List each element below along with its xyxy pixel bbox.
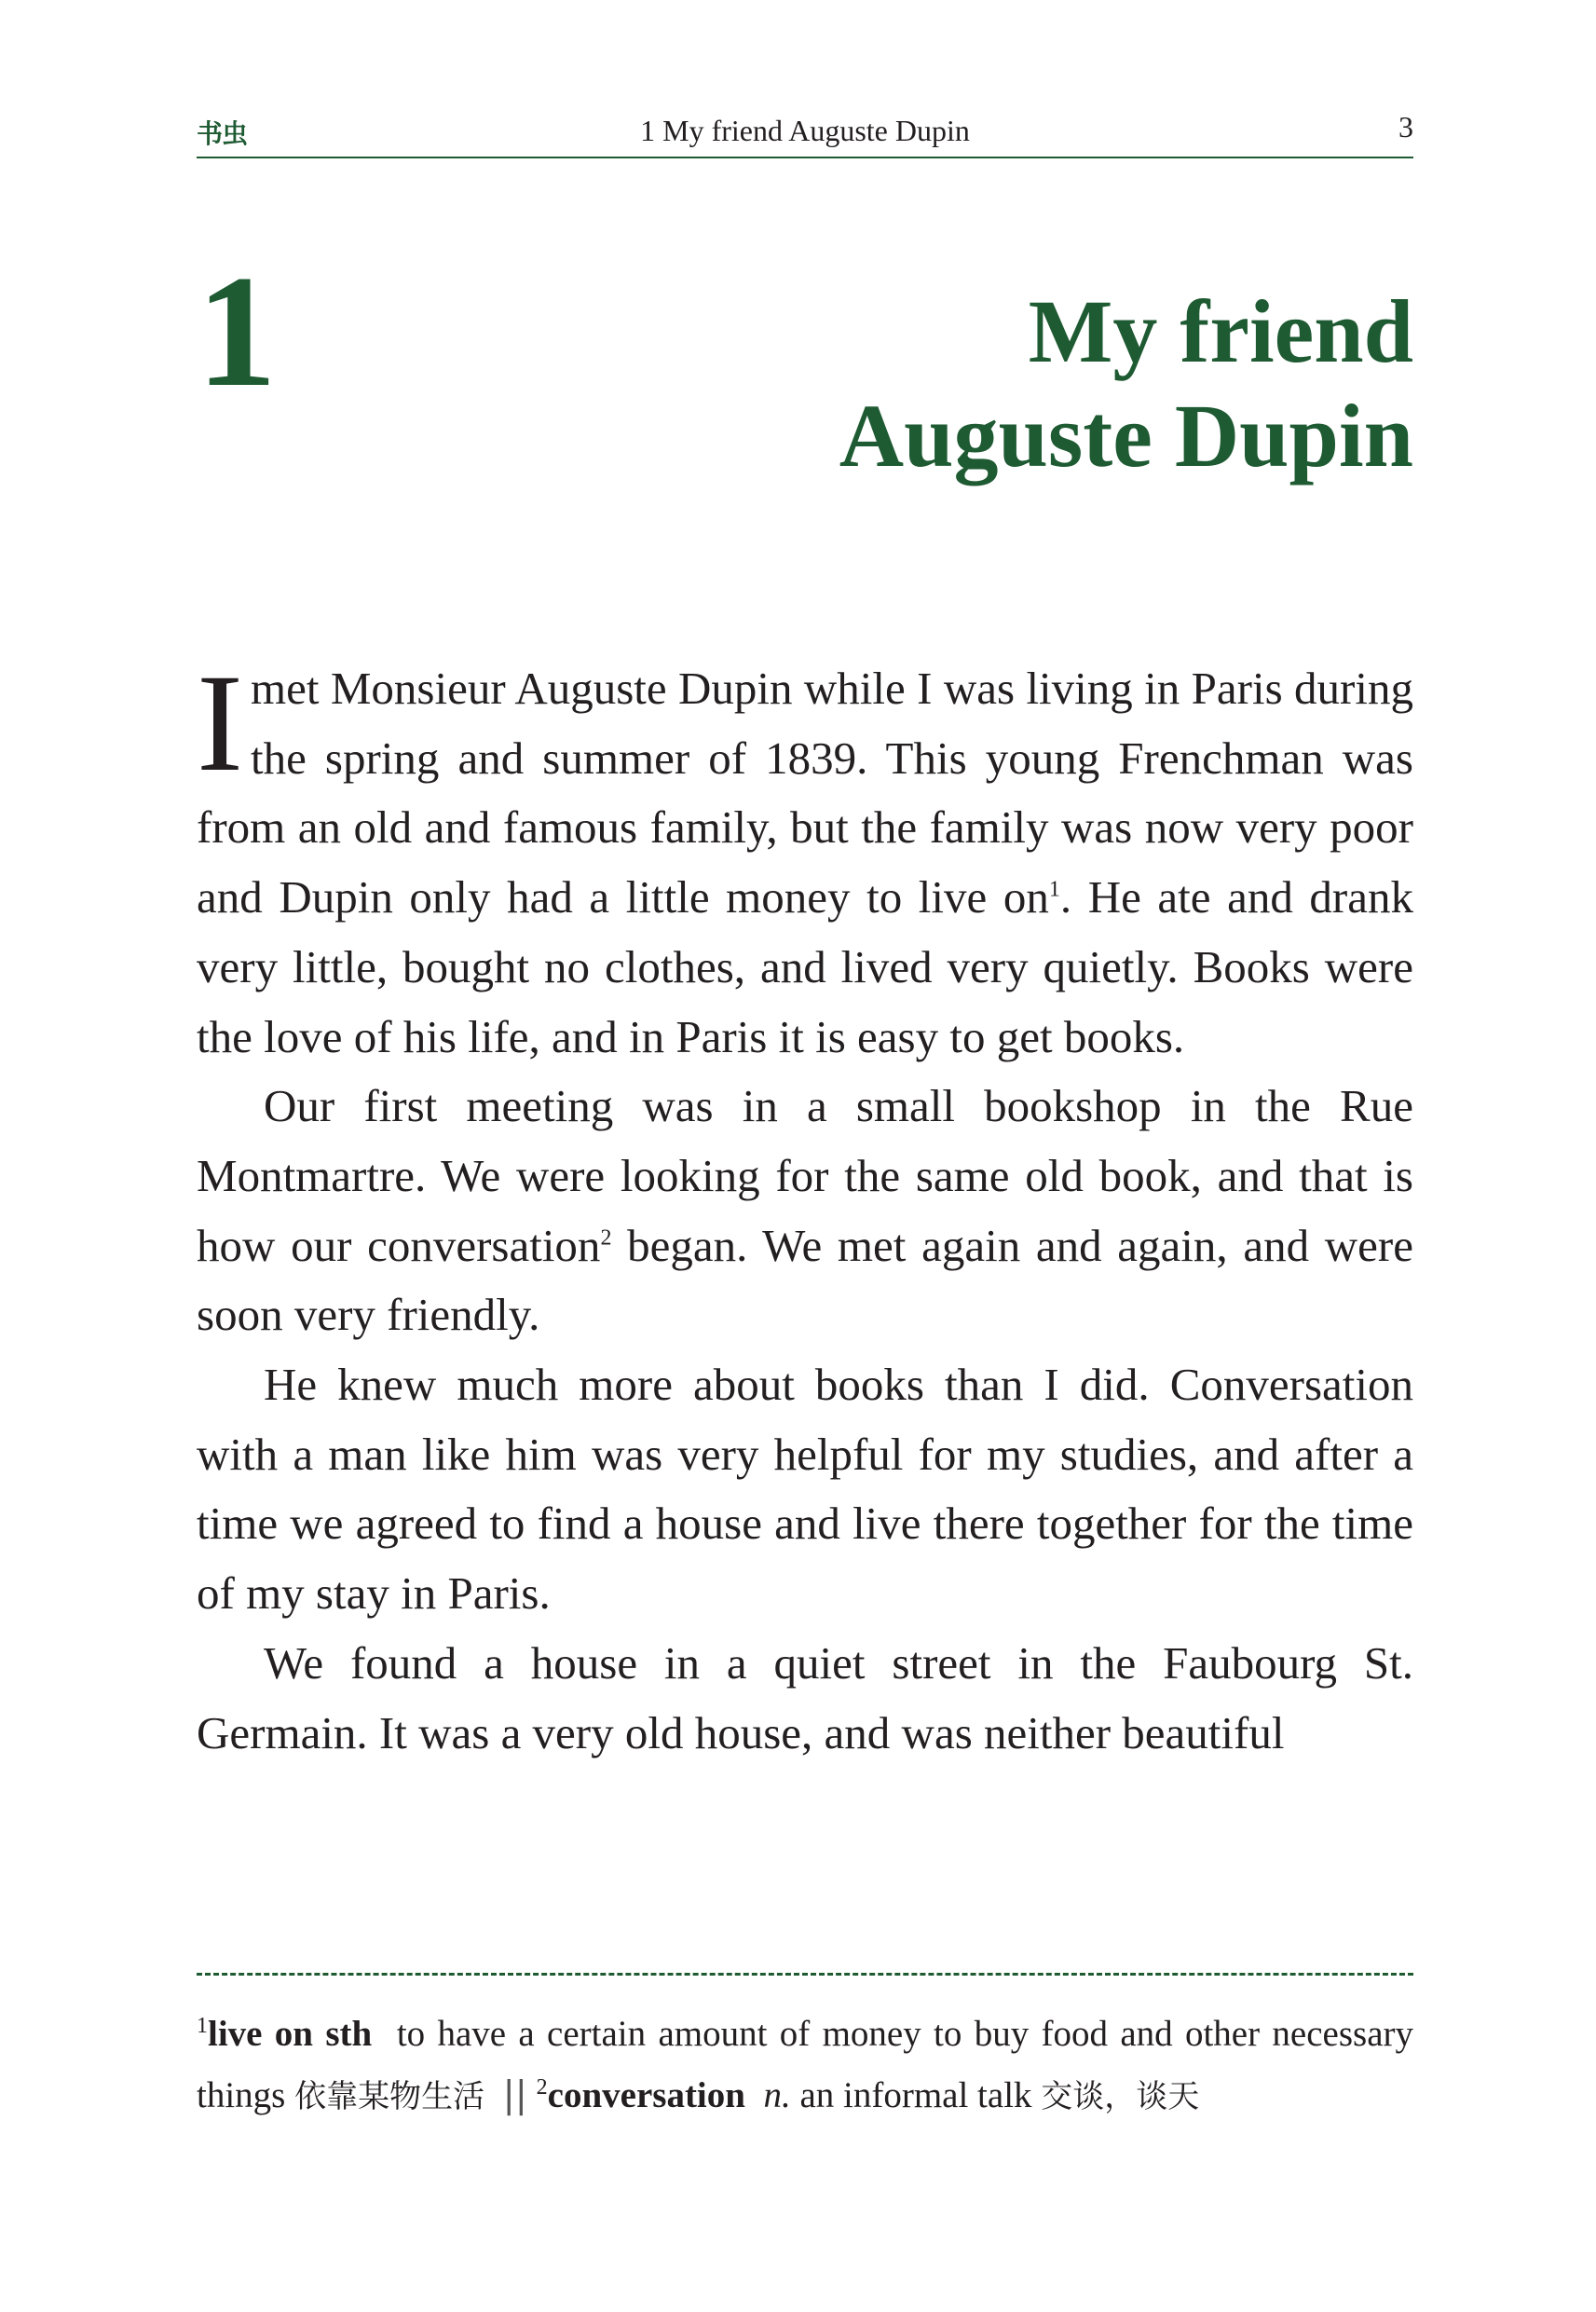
drop-cap: I (197, 646, 243, 800)
series-logo: 书虫 (197, 118, 248, 149)
footnotes (197, 2004, 1413, 2127)
footnote-2-part-of-speech: n. (763, 2075, 791, 2115)
footnote-2-term: conversation (547, 2075, 745, 2115)
footnote-2-definition: an informal talk (799, 2075, 1032, 2115)
footnote-divider (197, 1973, 1413, 1976)
paragraph-2 (197, 1072, 1413, 1350)
footnote-2-mark: 2 (536, 2075, 548, 2100)
paragraph-1-text-a: met Monsieur Auguste Dupin while I was living in Paris during the spring and summer of 1839. This young Frenchman was from an old and famous family, but the family was now very poor and Dupin only had a little money to live on (197, 663, 1413, 923)
footnote-marker-1: 1 (1048, 877, 1060, 902)
footnote-1-term: live on sth (208, 2014, 373, 2054)
footnote-2-translation: 交谈，谈天 (1041, 2078, 1200, 2115)
footnote-marker-2: 2 (600, 1225, 612, 1251)
body-text (197, 646, 1413, 1768)
paragraph-1 (197, 646, 1413, 1072)
chapter-title-line-1: My friend (1028, 281, 1413, 381)
paragraph-4: We found a house in a quiet street in the Faubourg St. Germain. It was a very old house, and was neither beautiful (197, 1636, 1413, 1758)
running-header (197, 110, 1413, 158)
chapter-number: 1 (197, 243, 277, 420)
paragraph-2-text-b: began. We met again and again, and were soon very friendly. (197, 1219, 1413, 1341)
running-header-title: 1 My friend Auguste Dupin (640, 114, 970, 147)
footnote-1-definition: to have a certain amount of money to buy food and other necessary things (197, 2014, 1413, 2115)
paragraph-1-text-b: . He ate and drank very little, bought no clothes, and lived very quietly. Books were the love of his life, and in Paris it is easy to get books. (197, 871, 1413, 1062)
footnote-1-mark: 1 (197, 2014, 208, 2038)
page-number: 3 (1398, 110, 1413, 144)
footnote-1-translation: 依靠某物生活 (294, 2078, 485, 2115)
paragraph-2-text-a: Our first meeting was in a small bookshop in the Rue Montmartre. We were looking for the same old book, and that is how our conversation (197, 1080, 1413, 1271)
footnote-separator: || (502, 2074, 527, 2116)
chapter-title-line-2: Auguste Dupin (839, 386, 1413, 486)
chapter-title (839, 280, 1413, 488)
paragraph-3: He knew much more about books than I did. Conversation with a man like him was very helpful for my studies, and after a time we agreed to find a house and live there together for the time of my stay in Paris. (197, 1359, 1413, 1620)
